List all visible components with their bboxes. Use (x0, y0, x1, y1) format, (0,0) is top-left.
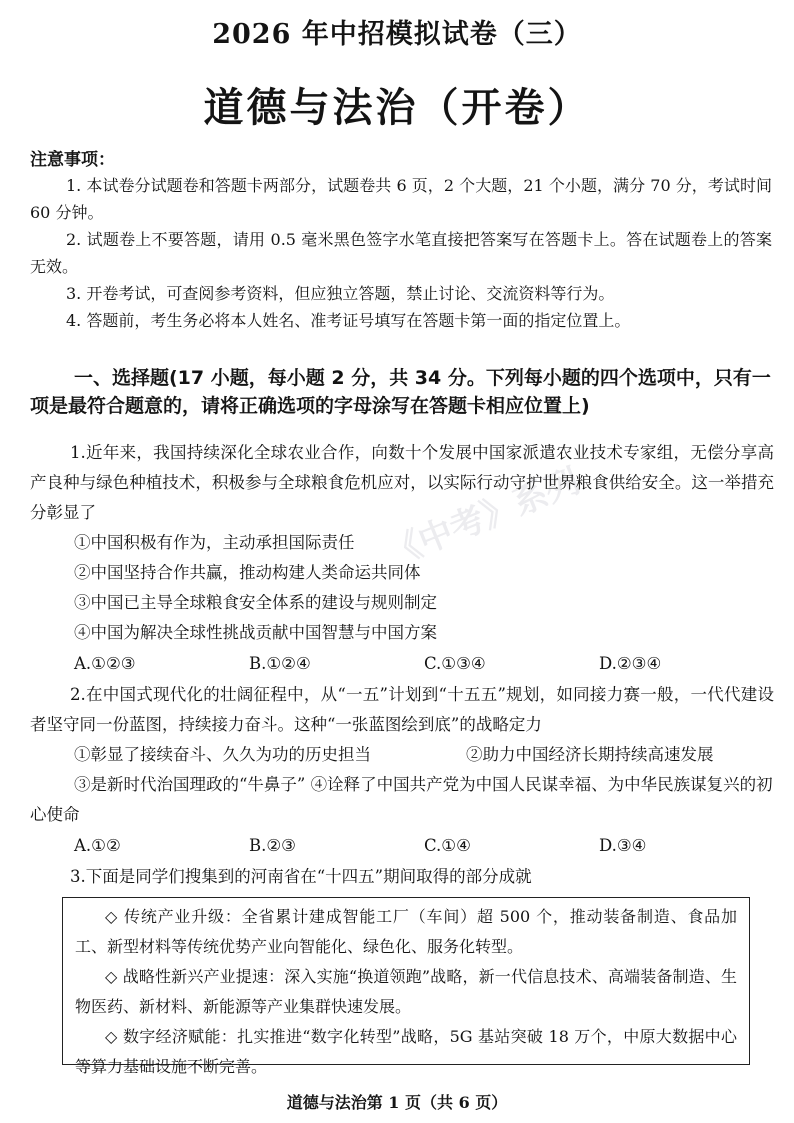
question-2 (30, 680, 774, 862)
statement: ①彰显了接续奋斗、久久为功的历史担当 (74, 745, 371, 764)
question-1 (30, 438, 774, 680)
statement: ③是新时代治国理政的“牛鼻子” ④诠释了中国共产党为中国人民谋幸福、为中华民族谋复兴的初心使命 (30, 775, 773, 824)
question-stem: 1.近年来，我国持续深化全球农业合作，向数十个发展中国家派遣农业技术专家组，无偿分享高产良种与绿色种植技术，积极参与全球粮食危机应对，以实际行动守护世界粮食供给安全。这一举措充分彰显了 (30, 443, 774, 522)
statement: ②中国坚持合作共赢，推动构建人类命运共同体 (74, 563, 421, 582)
statement-row (30, 740, 774, 770)
notice-block (30, 148, 772, 334)
notice-heading: 注意事项： (30, 150, 115, 170)
statement: ④中国为解决全球性挑战贡献中国智慧与中国方案 (74, 623, 437, 642)
exam-title: 2026 年中招模拟试卷（三） (212, 19, 582, 50)
statement: ①中国积极有作为，主动承担国际责任 (74, 533, 355, 552)
question-3 (30, 862, 774, 892)
option-c[interactable]: C.①③④ (424, 654, 486, 673)
question-stem: 3.下面是同学们搜集到的河南省在“十四五”期间取得的部分成就 (70, 867, 532, 886)
option-d[interactable]: D.②③④ (599, 654, 662, 673)
option-b[interactable]: B.①②④ (249, 654, 311, 673)
notice-item: 1. 本试卷分试题卷和答题卡两部分，试题卷共 6 页，2 个大题，21 个小题，满分 70 分，考试时间 60 分钟。 (30, 176, 772, 222)
subject-title: 道德与法治（开卷） (203, 85, 591, 131)
material-item: ◇ 战略性新兴产业提速：深入实施“换道领跑”战略，新一代信息技术、高端装备制造、生物医药、新材料、新能源等产业集群快速发展。 (75, 967, 737, 1016)
notice-item: 3. 开卷考试，可查阅参考资料，但应独立答题，禁止讨论、交流资料等行为。 (66, 284, 615, 303)
option-d[interactable]: D.③④ (599, 836, 647, 855)
watermark: 《中考》系列 (381, 460, 586, 575)
option-b[interactable]: B.②③ (249, 836, 296, 855)
material-box (62, 897, 750, 1076)
question-stem: 2.在中国式现代化的壮阔征程中，从“一五”计划到“十五五”规划，如同接力赛一般，一代代建设者坚守同一份蓝图，持续接力奋斗。这种“一张蓝图绘到底”的战略定力 (30, 685, 774, 734)
material-item: ◇ 数字经济赋能：扎实推进“数字化转型”战略，5G 基站突破 18 万个，中原大数据中心等算力基础设施不断完善。 (75, 1027, 737, 1076)
questions (30, 438, 774, 892)
material-item: ◇ 传统产业升级：全省累计建成智能工厂（车间）超 500 个，推动装备制造、食品加工、新型材料等传统优势产业向智能化、绿色化、服务化转型。 (75, 907, 737, 956)
option-c[interactable]: C.①④ (424, 836, 471, 855)
statement: ③中国已主导全球粮食安全体系的建设与规则制定 (74, 593, 437, 612)
option-a[interactable]: A.①②③ (74, 654, 136, 673)
options-row (30, 830, 774, 862)
section-one-heading: 一、选择题(17 小题，每小题 2 分，共 34 分。下列每小题的四个选项中，只有一项是最符合题意的，请将正确选项的字母涂写在答题卡相应位置上) (30, 367, 771, 417)
page-footer: 道德与法治第 1 页（共 6 页） (286, 1093, 508, 1112)
notice-item: 4. 答题前，考生务必将本人姓名、准考证号填写在答题卡第一面的指定位置上。 (66, 311, 631, 330)
notice-item: 2. 试题卷上不要答题，请用 0.5 毫米黑色签字水笔直接把答案写在答题卡上。答在试题卷上的答案无效。 (30, 230, 772, 276)
options-row (30, 648, 774, 680)
option-a[interactable]: A.①② (74, 836, 121, 855)
statement: ②助力中国经济长期持续高速发展 (466, 745, 714, 764)
